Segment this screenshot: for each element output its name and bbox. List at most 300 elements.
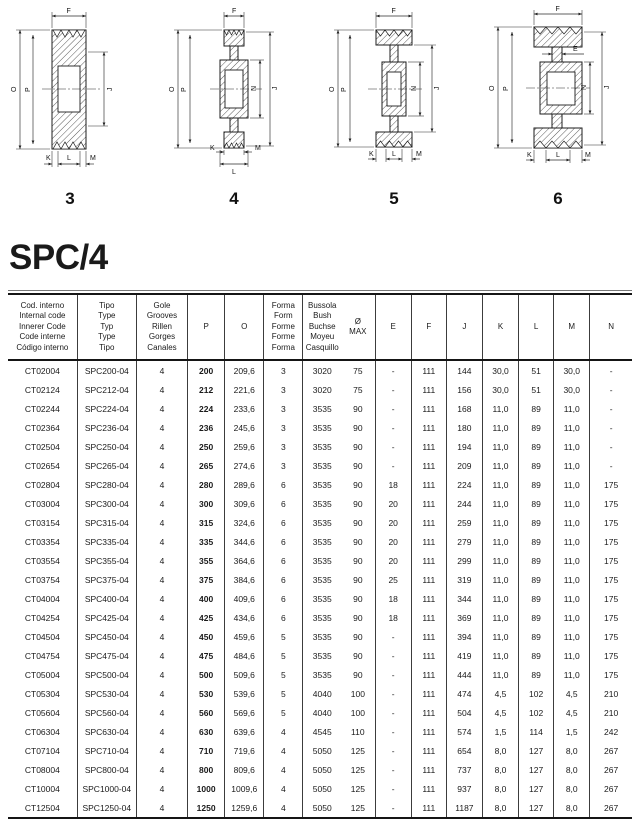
table-cell: 4: [264, 741, 303, 760]
table-cell: 11,0: [554, 608, 590, 627]
table-cell: -: [375, 456, 411, 475]
table-cell: 111: [411, 494, 446, 513]
table-cell: SPC335-04: [77, 532, 136, 551]
table-row: [8, 798, 632, 818]
table-cell: 1000: [188, 779, 225, 798]
table-cell: -: [375, 437, 411, 456]
table-cell: 369: [446, 608, 482, 627]
table-cell: 11,0: [482, 456, 518, 475]
form-3-diagram: [0, 2, 160, 214]
table-cell: 175: [590, 627, 632, 646]
table-cell: 224: [188, 399, 225, 418]
table-row: [8, 779, 632, 798]
table-cell: 11,0: [554, 456, 590, 475]
table-cell: 719,6: [225, 741, 264, 760]
table-cell: SPC200-04: [77, 360, 136, 380]
table-cell: 75: [353, 365, 363, 376]
table-cell: 3535: [303, 532, 341, 551]
table-cell: 212: [188, 380, 225, 399]
table-cell: 3535: [303, 570, 341, 589]
table-cell: 5: [264, 684, 303, 703]
table-cell: 4,5: [482, 703, 518, 722]
table-cell: 4: [136, 665, 187, 684]
dim-label-o: O: [11, 86, 18, 92]
column-header-10: J: [446, 294, 482, 360]
column-header-9: F: [411, 294, 446, 360]
table-row: [8, 494, 632, 513]
table-cell: 3535: [303, 475, 341, 494]
table-cell: 11,0: [482, 399, 518, 418]
table-cell: 111: [411, 646, 446, 665]
table-cell: 175: [590, 589, 632, 608]
table-cell: 4,5: [482, 684, 518, 703]
table-cell: 18: [375, 475, 411, 494]
table-cell: 5: [264, 703, 303, 722]
table-cell: 375: [188, 570, 225, 589]
table-cell: 3: [264, 380, 303, 399]
column-header-12: L: [519, 294, 554, 360]
table-cell: 3535: [303, 646, 341, 665]
table-cell: 450: [188, 627, 225, 646]
table-cell: 324,6: [225, 513, 264, 532]
table-cell: 90: [353, 517, 363, 528]
dim-label-p: P: [503, 86, 510, 91]
table-cell: 111: [411, 741, 446, 760]
table-cell: -: [375, 722, 411, 741]
pulley-section-form-4: [164, 2, 316, 212]
table-cell: 3: [264, 360, 303, 380]
column-header-2: Gole Grooves Rillen Gorges Canales: [136, 294, 187, 360]
table-cell: 8,0: [554, 741, 590, 760]
table-cell: 30,0: [554, 380, 590, 399]
table-cell: 110: [351, 726, 365, 737]
table-cell: 4,5: [554, 684, 590, 703]
dim-label-f: F: [555, 6, 560, 13]
table-cell: 6: [264, 608, 303, 627]
table-cell: 127: [519, 779, 554, 798]
table-cell: SPC425-04: [77, 608, 136, 627]
dim-label-j: J: [434, 86, 441, 90]
table-cell: 89: [519, 532, 554, 551]
table-cell: 89: [519, 570, 554, 589]
table-cell: CT04004: [24, 593, 60, 604]
table-cell: 11,0: [482, 570, 518, 589]
table-cell: 89: [519, 418, 554, 437]
table-row: [8, 627, 632, 646]
dim-label-m: M: [90, 155, 96, 162]
table-cell: 6: [264, 532, 303, 551]
dim-label-l: L: [67, 155, 71, 162]
table-cell: 90: [353, 403, 363, 414]
table-cell: 6: [264, 551, 303, 570]
table-cell: 444: [446, 665, 482, 684]
table-cell: CT05604: [24, 707, 60, 718]
column-header-8: E: [375, 294, 411, 360]
table-cell: 267: [590, 798, 632, 818]
table-cell: 127: [519, 760, 554, 779]
table-cell: 4: [136, 646, 187, 665]
table-row: [8, 760, 632, 779]
table-cell: 4: [136, 798, 187, 818]
table-cell: 175: [590, 646, 632, 665]
table-cell: 233,6: [225, 399, 264, 418]
table-cell: 11,0: [482, 475, 518, 494]
form-number: 5: [389, 189, 399, 208]
form-number: 3: [65, 189, 75, 208]
table-cell: 4: [136, 475, 187, 494]
table-cell: 4: [136, 399, 187, 418]
dim-label-k: K: [46, 155, 51, 162]
table-cell: 4: [136, 741, 187, 760]
column-header-11: K: [482, 294, 518, 360]
table-cell: 539,6: [225, 684, 264, 703]
table-cell: SPC355-04: [77, 551, 136, 570]
table-cell: 279: [446, 532, 482, 551]
table-cell: 484,6: [225, 646, 264, 665]
table-cell: 344: [446, 589, 482, 608]
table-cell: 194: [446, 437, 482, 456]
table-cell: 1009,6: [225, 779, 264, 798]
table-cell: 114: [519, 722, 554, 741]
table-cell: 111: [411, 456, 446, 475]
table-cell: 434,6: [225, 608, 264, 627]
table-cell: 89: [519, 589, 554, 608]
table-cell: SPC1250-04: [77, 798, 136, 818]
table-row: [8, 418, 632, 437]
table-cell: SPC315-04: [77, 513, 136, 532]
table-row: [8, 437, 632, 456]
spc4-table: [8, 293, 632, 819]
table-cell: 3535: [303, 456, 341, 475]
column-header-1: Tipo Type Typ Type Tipo: [77, 294, 136, 360]
table-cell: 11,0: [554, 665, 590, 684]
column-header-4: O: [225, 294, 264, 360]
table-cell: 504: [446, 703, 482, 722]
table-row: [8, 722, 632, 741]
table-cell: SPC500-04: [77, 665, 136, 684]
table-cell: 111: [411, 532, 446, 551]
table-cell: 3: [264, 437, 303, 456]
table-cell: CT04504: [24, 631, 60, 642]
table-row: [8, 532, 632, 551]
table-cell: -: [590, 456, 632, 475]
table-cell: 175: [590, 475, 632, 494]
table-cell: 30,0: [482, 380, 518, 399]
table-cell: 6: [264, 589, 303, 608]
table-cell: 4: [136, 513, 187, 532]
table-cell: -: [375, 665, 411, 684]
form-6-diagram: [480, 2, 640, 214]
table-cell: 5050: [303, 741, 341, 760]
table-cell: -: [590, 418, 632, 437]
table-cell: 4040: [303, 703, 341, 722]
table-cell: 4040: [303, 684, 341, 703]
table-cell: 111: [411, 779, 446, 798]
table-body: [8, 360, 632, 818]
table-cell: 4: [136, 570, 187, 589]
table-cell: -: [375, 779, 411, 798]
table-cell: 11,0: [554, 437, 590, 456]
table-row: [8, 399, 632, 418]
table-cell: 102: [519, 684, 554, 703]
table-cell: 5: [264, 665, 303, 684]
table-cell: 11,0: [482, 513, 518, 532]
table-cell: 111: [411, 399, 446, 418]
column-header-6: Bussola Bush Buchse Moyeu Casquillo: [303, 294, 341, 360]
table-cell: 475: [188, 646, 225, 665]
column-header-0: Cod. interno Internal code Innerer Code Code interne Código interno: [16, 300, 69, 352]
table-cell: 4: [136, 779, 187, 798]
table-cell: 100: [350, 707, 365, 718]
table-cell: 156: [446, 380, 482, 399]
table-cell: 630: [188, 722, 225, 741]
dim-label-p: P: [25, 87, 32, 92]
table-cell: 267: [590, 741, 632, 760]
table-cell: 89: [519, 456, 554, 475]
table-cell: -: [590, 380, 632, 399]
table-cell: 89: [519, 665, 554, 684]
table-cell: 8,0: [482, 798, 518, 818]
table-cell: CT03004: [24, 498, 60, 509]
table-row: [8, 360, 632, 380]
table-cell: 8,0: [554, 798, 590, 818]
table-cell: 11,0: [554, 418, 590, 437]
table-cell: 20: [375, 532, 411, 551]
table-cell: -: [375, 798, 411, 818]
table-cell: CT03554: [24, 555, 60, 566]
table-cell: 319: [446, 570, 482, 589]
table-cell: 11,0: [482, 665, 518, 684]
table-cell: 51: [519, 360, 554, 380]
table-cell: 937: [446, 779, 482, 798]
table-cell: 4: [136, 437, 187, 456]
table-cell: 89: [519, 475, 554, 494]
table-cell: 175: [590, 532, 632, 551]
table-cell: 30,0: [554, 360, 590, 380]
table-cell: 400: [188, 589, 225, 608]
table-cell: 8,0: [554, 760, 590, 779]
dim-label-p: P: [341, 87, 348, 92]
table-cell: 259,6: [225, 437, 264, 456]
table-cell: CT02244: [24, 403, 60, 414]
table-row: [8, 456, 632, 475]
dim-label-j: J: [604, 85, 611, 89]
table-cell: 11,0: [482, 418, 518, 437]
table-cell: 500: [188, 665, 225, 684]
table-cell: 5050: [303, 760, 341, 779]
table-cell: 90: [353, 479, 363, 490]
table-cell: 3535: [303, 494, 341, 513]
table-cell: 210: [590, 703, 632, 722]
table-cell: 3535: [303, 551, 341, 570]
table-cell: 4: [136, 380, 187, 399]
table-cell: 4: [136, 418, 187, 437]
table-cell: 242: [590, 722, 632, 741]
pulley-section-form-3: [4, 2, 156, 212]
table-cell: 11,0: [482, 646, 518, 665]
table-cell: 3535: [303, 589, 341, 608]
table-row: [8, 589, 632, 608]
table-cell: 90: [353, 441, 363, 452]
table-cell: 639,6: [225, 722, 264, 741]
table-cell: 11,0: [554, 589, 590, 608]
dim-label-f: F: [391, 8, 396, 15]
table-cell: 100: [350, 688, 365, 699]
table-cell: 127: [519, 798, 554, 818]
table-cell: 111: [411, 551, 446, 570]
table-cell: 3535: [303, 418, 341, 437]
table-cell: 90: [353, 631, 363, 642]
table-cell: SPC250-04: [77, 437, 136, 456]
table-cell: 3: [264, 456, 303, 475]
dim-label-l: L: [556, 152, 560, 159]
dim-label-m: M: [416, 151, 422, 158]
table-cell: 11,0: [554, 494, 590, 513]
table-cell: 6: [264, 570, 303, 589]
table-cell: 560: [188, 703, 225, 722]
table-cell: 259: [446, 513, 482, 532]
table-cell: 111: [411, 684, 446, 703]
table-cell: 18: [375, 589, 411, 608]
table-cell: 8,0: [482, 760, 518, 779]
table-cell: 90: [353, 498, 363, 509]
table-cell: 6: [264, 494, 303, 513]
table-cell: 3535: [303, 399, 341, 418]
table-cell: 11,0: [554, 532, 590, 551]
table-cell: 125: [350, 783, 365, 794]
form-number: 4: [229, 189, 239, 208]
column-header-7: Ø MAX: [349, 316, 367, 336]
table-cell: CT08004: [24, 764, 60, 775]
table-cell: 4,5: [554, 703, 590, 722]
table-cell: CT12504: [24, 802, 60, 813]
table-cell: SPC450-04: [77, 627, 136, 646]
table-cell: 111: [411, 570, 446, 589]
table-cell: -: [375, 418, 411, 437]
table-cell: 90: [353, 650, 363, 661]
table-cell: SPC400-04: [77, 589, 136, 608]
table-cell: SPC375-04: [77, 570, 136, 589]
form-4-diagram: [160, 2, 320, 214]
table-cell: CT02804: [24, 479, 60, 490]
pulley-section-form-6: [484, 2, 636, 212]
table-cell: -: [375, 627, 411, 646]
table-row: [8, 475, 632, 494]
table-cell: 11,0: [482, 551, 518, 570]
table-cell: 11,0: [554, 475, 590, 494]
table-cell: 459,6: [225, 627, 264, 646]
table-cell: 409,6: [225, 589, 264, 608]
table-cell: 6: [264, 475, 303, 494]
table-cell: 530: [188, 684, 225, 703]
spc4-table-wrap: [8, 290, 632, 819]
table-cell: 180: [446, 418, 482, 437]
table-cell: 111: [411, 760, 446, 779]
table-cell: 4: [264, 798, 303, 818]
table-cell: 3020: [303, 360, 341, 380]
table-cell: 344,6: [225, 532, 264, 551]
table-cell: SPC265-04: [77, 456, 136, 475]
table-cell: 4: [264, 760, 303, 779]
table-cell: -: [375, 760, 411, 779]
table-cell: 11,0: [554, 570, 590, 589]
table-cell: 209,6: [225, 360, 264, 380]
table-cell: 280: [188, 475, 225, 494]
table-cell: 274,6: [225, 456, 264, 475]
table-cell: 111: [411, 589, 446, 608]
table-row: [8, 741, 632, 760]
table-cell: 300: [188, 494, 225, 513]
table-cell: 419: [446, 646, 482, 665]
table-cell: 309,6: [225, 494, 264, 513]
table-cell: 267: [590, 779, 632, 798]
table-cell: 89: [519, 494, 554, 513]
table-cell: 574: [446, 722, 482, 741]
table-cell: 364,6: [225, 551, 264, 570]
table-cell: 175: [590, 570, 632, 589]
table-cell: 236: [188, 418, 225, 437]
table-cell: 25: [375, 570, 411, 589]
form-5-diagram: [320, 2, 480, 214]
table-cell: 89: [519, 646, 554, 665]
table-cell: CT03154: [24, 517, 60, 528]
table-cell: 3: [264, 399, 303, 418]
pulley-form-diagrams: [0, 0, 640, 214]
table-cell: 224: [446, 475, 482, 494]
table-cell: 89: [519, 627, 554, 646]
table-cell: 11,0: [482, 589, 518, 608]
table-cell: 90: [353, 422, 363, 433]
table-cell: 11,0: [482, 627, 518, 646]
table-row: [8, 684, 632, 703]
table-cell: 125: [350, 745, 365, 756]
table-cell: 11,0: [554, 646, 590, 665]
table-cell: 51: [519, 380, 554, 399]
table-cell: 111: [411, 418, 446, 437]
table-cell: SPC300-04: [77, 494, 136, 513]
dim-label-l: L: [232, 169, 236, 176]
table-cell: 210: [590, 684, 632, 703]
table-cell: -: [375, 399, 411, 418]
table-cell: SPC630-04: [77, 722, 136, 741]
table-cell: 4: [136, 456, 187, 475]
dim-label-m: M: [585, 152, 591, 159]
table-cell: 11,0: [482, 437, 518, 456]
table-cell: 18: [375, 608, 411, 627]
table-cell: -: [590, 399, 632, 418]
table-cell: 111: [411, 360, 446, 380]
table-cell: 175: [590, 665, 632, 684]
table-cell: 200: [188, 360, 225, 380]
table-cell: 221,6: [225, 380, 264, 399]
table-cell: 474: [446, 684, 482, 703]
table-cell: 800: [188, 760, 225, 779]
dim-label-j: J: [107, 87, 114, 91]
dim-label-f: F: [232, 8, 237, 15]
table-cell: 11,0: [554, 627, 590, 646]
dim-label-m: M: [255, 145, 261, 152]
table-header-row: [8, 294, 632, 360]
dim-label-l: L: [392, 151, 396, 158]
table-cell: 102: [519, 703, 554, 722]
table-cell: 737: [446, 760, 482, 779]
table-cell: 1259,6: [225, 798, 264, 818]
dim-label-o: O: [489, 85, 496, 91]
table-cell: 8,0: [554, 779, 590, 798]
table-cell: CT02364: [24, 422, 60, 433]
table-cell: 11,0: [482, 532, 518, 551]
table-cell: 4: [136, 684, 187, 703]
